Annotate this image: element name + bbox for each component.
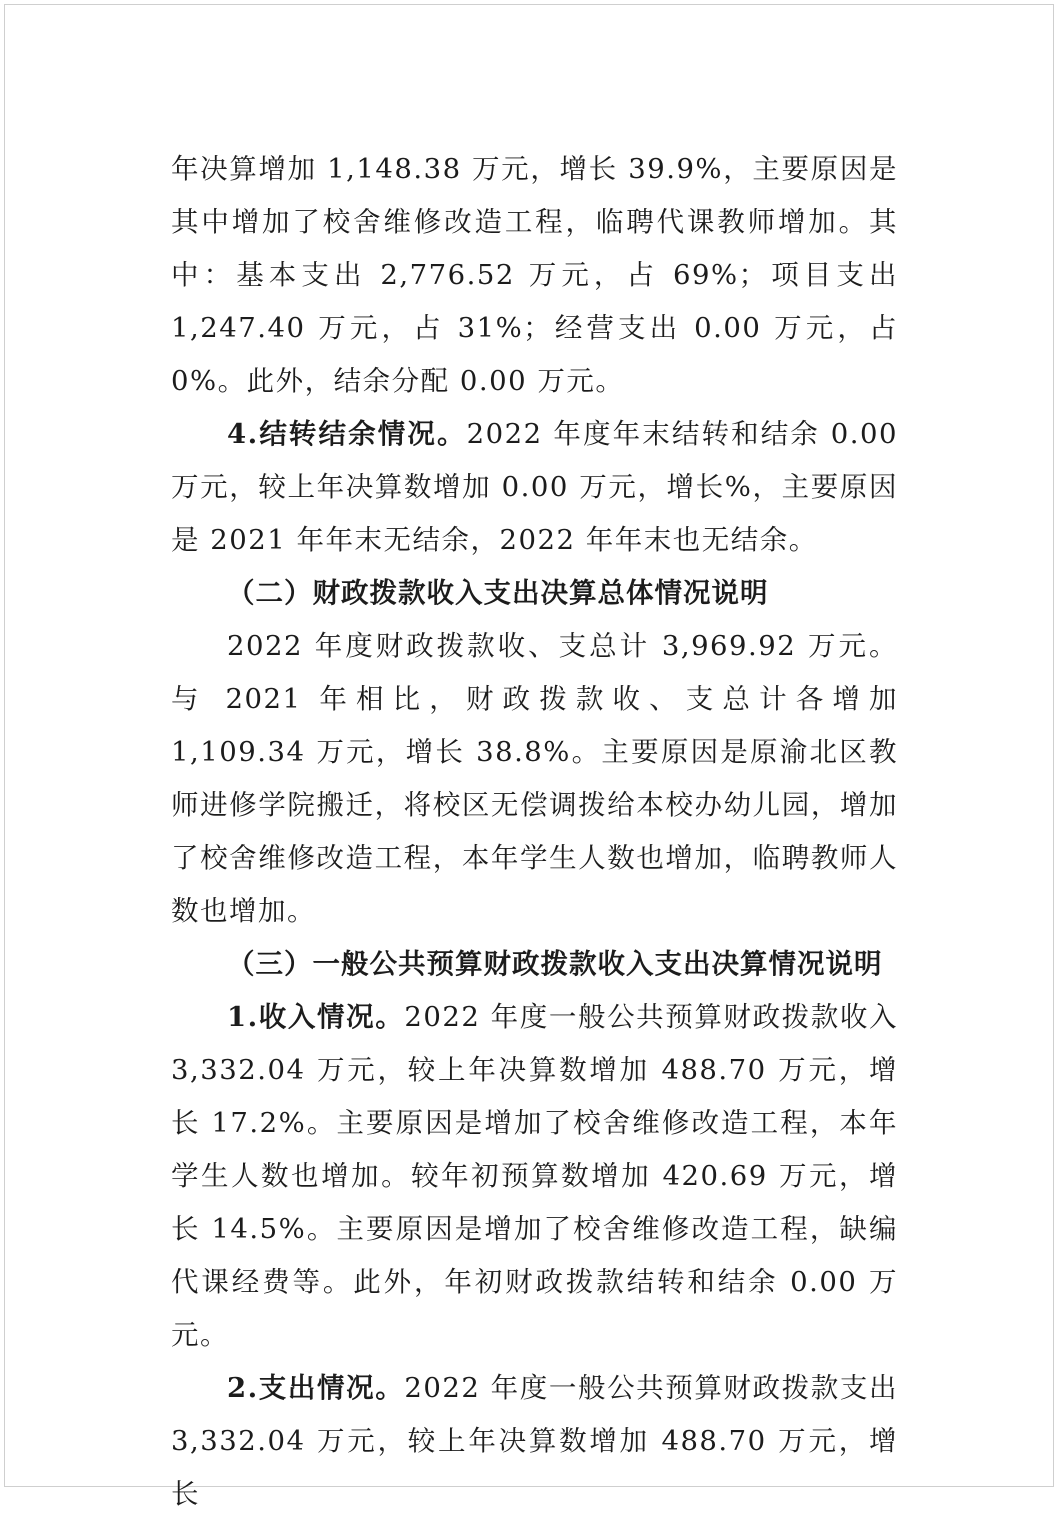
income-lead: 1.收入情况。	[227, 1001, 405, 1033]
expenditure-lead: 2.支出情况。	[227, 1372, 405, 1404]
expenditure-continuation-paragraph: 年决算增加 1,148.38 万元，增长 39.9%，主要原因是其中增加了校舍维修改造工程，临聘代课教师增加。其中：基本支出 2,776.52 万元，占 69%；项目支出 1,247.40 万元，占 31%；经营支出 0.00 万元，占 0%。此外，结余分配 0.00 万元。	[171, 153, 898, 397]
section-heading-2: （二）财政拨款收入支出决算总体情况说明	[227, 577, 769, 609]
expenditure-body: 2022 年度一般公共预算财政拨款支出 3,332.04 万元，较上年决算数增加 488.70 万元，增长	[171, 1372, 898, 1510]
income-body: 2022 年度一般公共预算财政拨款收入 3,332.04 万元，较上年决算数增加 488.70 万元，增长 17.2%。主要原因是增加了校舍维修改造工程，本年学生人数也增加。较年初预算数增加 420.69 万元，增长 14.5%。主要原因是增加了校舍维修改造工程，缺编代课经费等。此外，年初财政拨款结转和结余 0.00 万元。	[171, 1001, 898, 1351]
carryover-paragraph	[171, 408, 898, 567]
expenditure-paragraph	[171, 1362, 898, 1521]
income-paragraph	[171, 991, 898, 1362]
section-heading-3: （三）一般公共预算财政拨款收入支出决算情况说明	[227, 948, 883, 980]
carryover-body: 2022 年度年末结转和结余 0.00 万元，较上年决算数增加 0.00 万元，增长%，主要原因是 2021 年年末无结余，2022 年年末也无结余。	[171, 418, 898, 556]
fiscal-overall-paragraph: 2022 年度财政拨款收、支总计 3,969.92 万元。与 2021 年相比，财政拨款收、支总计各增加 1,109.34 万元，增长 38.8%。主要原因是原渝北区教师进修学院搬迁，将校区无偿调拨给本校办幼儿园，增加了校舍维修改造工程，本年学生人数也增加，临聘教师人数也增加。	[171, 630, 898, 927]
carryover-lead: 4.结转结余情况。	[227, 418, 467, 450]
document-body	[171, 143, 898, 1521]
document-page	[4, 4, 1054, 1510]
